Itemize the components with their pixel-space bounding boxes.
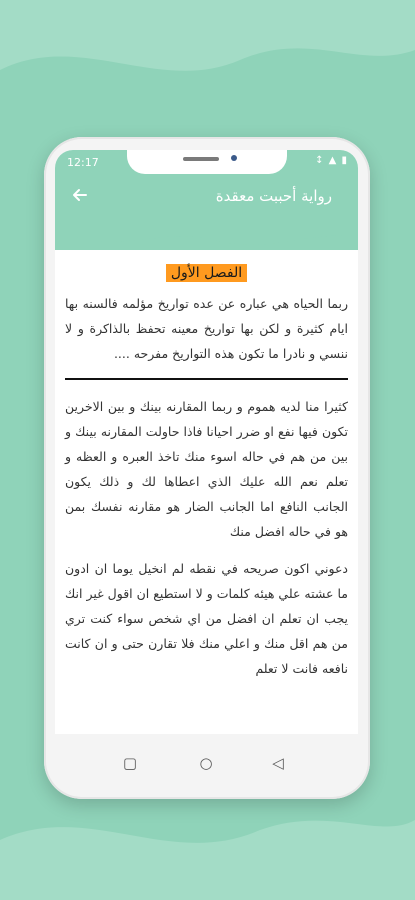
recents-button[interactable] <box>119 752 141 774</box>
chapter-title <box>65 262 348 281</box>
paragraph: كثيرا منا لديه هموم و ربما المقارنه بينك و بين الاخرين تكون فيها نفع او ضرر احيانا فاذا حاولت المقارنه بينك و بين من هم في حاله اسوء منك تاخذ العبره و العظه و تعلم نعم الله عليك الذي اعطاها لك و ذلك يكون الجانب النافع اما الجانب الضار هو مقارنه نفسك بمن هو في حاله افضل منك <box>65 399 348 539</box>
background-wave <box>0 0 415 120</box>
arrow-left-icon <box>71 186 89 204</box>
speaker-icon <box>183 157 219 161</box>
app-bar-wave <box>55 222 358 262</box>
divider <box>65 378 348 380</box>
phone-screen <box>55 150 358 734</box>
phone-notch <box>127 150 287 174</box>
system-nav-bar <box>55 734 358 792</box>
back-arrow-icon[interactable] <box>69 186 91 208</box>
home-button[interactable] <box>195 752 217 774</box>
back-icon: ◁ <box>272 754 284 772</box>
paragraph: ربما الحياه هي عباره عن عده تواريخ مؤلمه فالسنه بها ايام كثيرة و لكن بها تواريخ معينه تحفظ بالذاكرة و لا ننسي و نادرا ما تكون هذه التواريخ مفرحه .... <box>65 296 348 361</box>
back-button[interactable] <box>267 752 289 774</box>
status-icons: ↕ ▲ ▮ <box>315 155 348 166</box>
status-time: 12:17 <box>67 156 99 169</box>
recents-icon: ▢ <box>122 754 138 772</box>
chapter-content <box>65 258 348 693</box>
home-icon: ○ <box>199 754 213 772</box>
chapter-title-label: الفصل الأول <box>166 264 247 282</box>
app-title: رواية أحببت معقدة <box>215 187 332 205</box>
paragraph: دعوني اكون صريحه في نقطه لم انخيل يوما ان ادون ما عشته علي هيئه كلمات و لا استطيع ان اقول غير انك يجب ان تعلم ان افضل من اي شخص سواء كنت تري من هم اقل منك و اعلي منك فلا تقارن حتى و ان كانت نافعه فانت لا تعلم <box>65 561 348 676</box>
camera-icon <box>231 155 237 161</box>
